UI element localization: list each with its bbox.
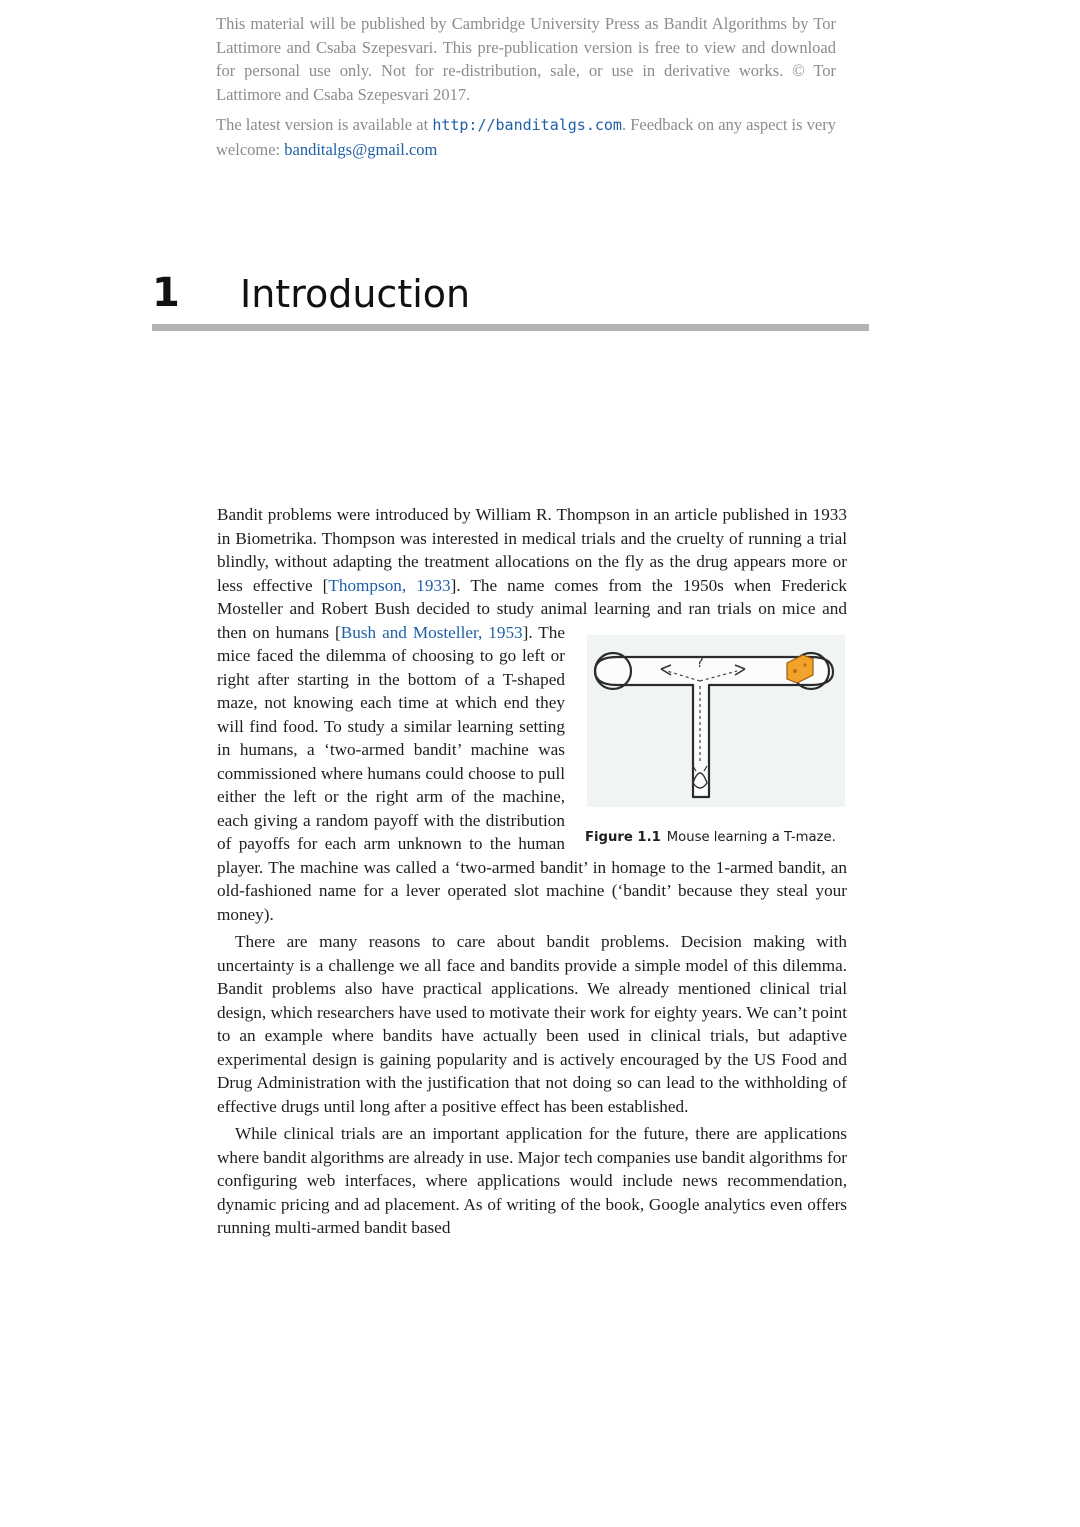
feedback-text: . Feedback on any aspect is very welcome: (216, 115, 836, 159)
citation-year: 1953 (488, 622, 523, 642)
chapter-title: Introduction (240, 272, 471, 316)
paragraph-1-text-b: ]. The name comes from the 1950s when Frederick Mosteller and Robert Bush decided to study animal learning and ran trials on mice and then on humans [ (217, 575, 848, 642)
cheese-hole (793, 669, 797, 673)
main-text (217, 503, 847, 1244)
latest-prefix: The latest version is available at (216, 115, 433, 134)
t-maze-sketch (587, 635, 845, 807)
citation-author: Bush and Mosteller (340, 622, 479, 642)
question-mark: ? (696, 654, 704, 671)
paragraph-1-text-a: Bandit problems were introduced by William R. Thompson in an article published in 1933 in Biometrika. Thompson was interested in medical trials and the cruelty of running a trial blindly, without adapting the treatment allocations on the fly as the drug appears more or less effective [ (217, 505, 847, 595)
paragraph-2: There are many reasons to care about bandit problems. Decision making with uncertainty is a challenge we all face and bandits provide a simple model of this dilemma. Bandit problems also have practical applications. We already mentioned clinical trial design, which researchers have used to motivate their work for eighty years. We can’t point to an example where bandits have actually been used in clinical trials, but adaptive experimental design is gaining popularity and is actively encouraged by the US Food and Drug Administration with the justification that not doing so can lead to the withholding of effective drugs until long after a positive effect has been established. (217, 932, 847, 1116)
email-link[interactable]: banditalgs@gmail.com (284, 139, 438, 159)
citation-year: 1933 (416, 575, 451, 595)
citation-sep: , (401, 575, 417, 595)
copyright-notice: This material will be published by Cambridge University Press as Bandit Algorithms by Tor Lattimore and Csaba Szepesvari. This pre-publication version is free to view and download for personal use only. Not for re-distribution, sale, or use in derivative works. © Tor Lattimore and Csaba Szepesvari 2017. (216, 14, 836, 104)
chapter-rule (152, 324, 869, 331)
figure-caption-text: Mouse learning a T-maze. (666, 829, 836, 845)
citation-author: Thompson (328, 575, 402, 595)
paragraph-1 (217, 503, 847, 926)
chapter-number: 1 (152, 270, 180, 316)
citation-sep: , (478, 622, 489, 642)
figure-caption (585, 829, 847, 847)
figure-1-1 (585, 635, 847, 847)
citation-bush-mosteller-1953[interactable] (341, 623, 523, 642)
publication-notice (216, 12, 836, 168)
latest-version-notice (216, 113, 836, 161)
cheese-hole (803, 663, 806, 666)
figure-label: Figure 1.1 (585, 829, 661, 845)
paragraph-3: While clinical trials are an important application for the future, there are applications where bandit algorithms are already in use. Major tech companies use bandit algorithms for configuring web interfaces, where applications would include news recommendation, dynamic pricing and ad placement. As of writing of the book, Google analytics even offers running multi-armed bandit based (217, 1124, 848, 1237)
paragraph-1-text-c: ]. The mice faced the dilemma of choosing to go left or right after starting in the bottom of a T-shaped maze, not knowing each time at which end they will find food. To study a similar learning setting in humans, a ‘two-armed bandit’ machine was commissioned where humans could choose to pull either the left or the right arm of the machine, each giving a random payoff with the distribution of payoffs for each arm unknown to the human player. The machine was called a ‘two-armed bandit’ in homage to the 1-armed bandit, an old-fashioned name for a lever operated slot machine (‘bandit’ because they steal your money). (217, 622, 847, 924)
citation-thompson-1933[interactable] (328, 576, 450, 595)
website-link[interactable]: http://banditalgs.com (432, 116, 622, 134)
